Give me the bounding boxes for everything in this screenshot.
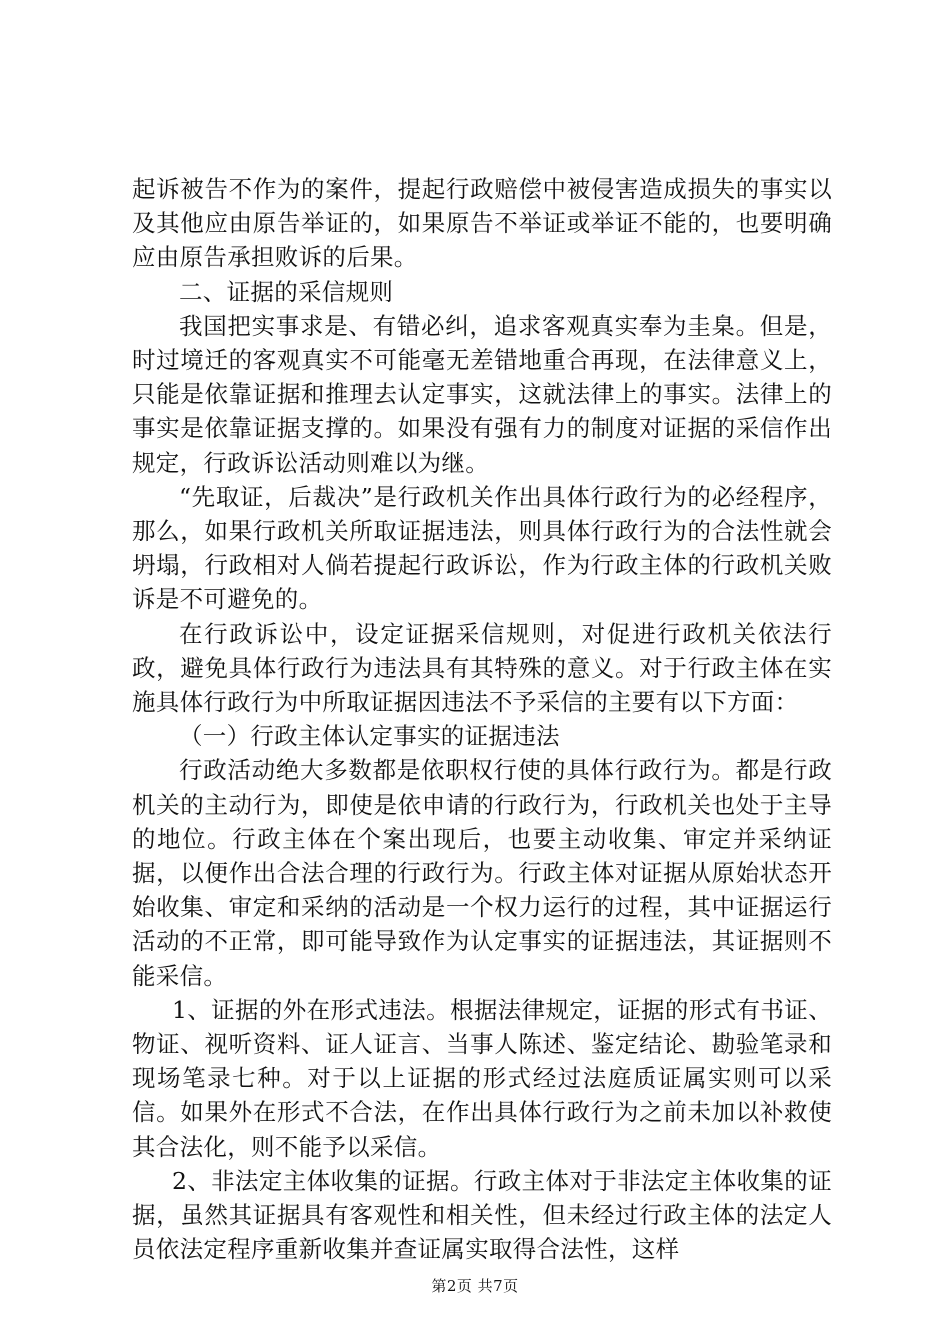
list-item-external-form: 1、证据的外在形式违法。根据法律规定，证据的形式有书证、物证、视听资料、证人证言、当事人陈述、鉴定结论、勘验笔录和现场笔录七种。对于以上证据的形式经过法庭质证属实则可以采信。如果外在形式不合法，在作出具体行政行为之前未加以补救使其合法化，则不能予以采信。 xyxy=(132,995,832,1161)
paragraph-truth-seeking: 我国把实事求是、有错必纠，追求客观真实奉为圭臬。但是，时过境迁的客观真实不可能毫无差错地重合再现，在法律意义上，只能是依靠证据和推理去认定事实，这就法律上的事实。法律上的事实是依靠证据支撑的。如果没有强有力的制度对证据的采信作出规定，行政诉讼活动则难以为继。 xyxy=(132,311,832,477)
paragraph-adoption-rules: 在行政诉讼中，设定证据采信规则，对促进行政机关依法行政，避免具体行政行为违法具有其特殊的意义。对于行政主体在实施具体行政行为中所取证据因违法不予采信的主要有以下方面： xyxy=(132,619,832,717)
page-number-footer: 第2页 共7页 xyxy=(431,1277,519,1295)
document-body xyxy=(132,172,832,1267)
section-heading-evidence-rules: 二、证据的采信规则 xyxy=(179,277,394,306)
subsection-heading-illegal-evidence: （一）行政主体认定事实的证据违法 xyxy=(179,722,560,751)
list-item-non-statutory-subject: 2、非法定主体收集的证据。行政主体对于非法定主体收集的证据，虽然其证据具有客观性和相关性，但未经过行政主体的法定人员依法定程序重新收集并查证属实取得合法性，这样 xyxy=(132,1166,832,1264)
paragraph-continuation: 起诉被告不作为的案件，提起行政赔偿中被侵害造成损失的事实以及其他应由原告举证的，如果原告不举证或举证不能的，也要明确应由原告承担败诉的后果。 xyxy=(132,175,832,272)
paragraph-administrative-activity: 行政活动绝大多数都是依职权行使的具体行政行为。都是行政机关的主动行为，即使是依申请的行政行为，行政机关也处于主导的地位。行政主体在个案出现后，也要主动收集、审定并采纳证据，以便作出合法合理的行政行为。行政主体对证据从原始状态开始收集、审定和采纳的活动是一个权力运行的过程，其中证据运行活动的不正常，即可能导致作为认定事实的证据违法，其证据则不能采信。 xyxy=(132,756,832,990)
paragraph-evidence-first: “先取证，后裁决”是行政机关作出具体行政行为的必经程序，那么，如果行政机关所取证据违法，则具体行政行为的合法性就会坍塌，行政相对人倘若提起行政诉讼，作为行政主体的行政机关败诉是不可避免的。 xyxy=(132,482,832,614)
